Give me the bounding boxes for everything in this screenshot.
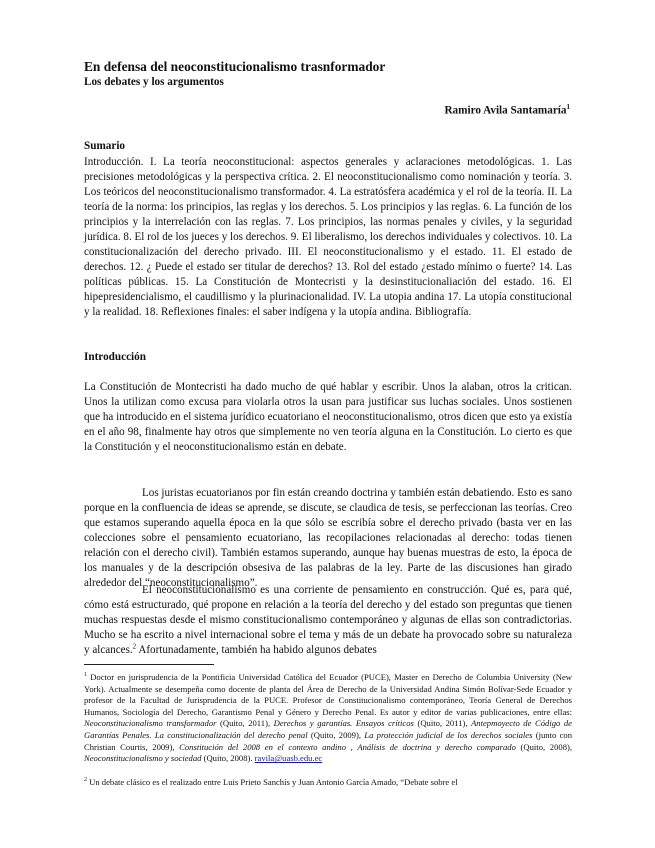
summary-heading: Sumario [84,140,126,152]
introduction-heading: Introducción [84,351,146,363]
paragraph-1: La Constitución de Montecristi ha dado mucho de qué hablar y escribir. Unos la alaban, otros la critican. Unos la utilizan como excusa para violarla otros la usan para justificar sus luchas sociales. Unos sostienen que ha introducido en el sistema jurídico ecuatoriano el neoconstitucionalismo, otros dicen que esto ya existía en el año 98, finalmente hay otros que simplemente no ven teoría alguna en la Constitución. Lo cierto es que la Constitución y el neoconstitucionalismo están en debate. [84,381,572,454]
footnote-1-text: (Quito, 2008). [201,753,255,764]
footnote-1-title: Derechos y garantías. Ensayos críticos [273,718,414,729]
footnote-2-text: Un debate clásico es el realizado entre Luis Prieto Sanchís y Juan Antonio García Amado, “Debate sobre el [87,777,458,787]
paragraph-2: Los juristas ecuatorianos por fin están creando doctrina y también están debatiendo. Esto es sano porque en la confluencia de ideas se aprende, se discute, se claudica de tesis, se perfeccionan las teorías. Creo que estamos superando aquella época en la que sólo se escribía sobre el derecho privado (basta ver en las colecciones sobre el pensamiento ecuatoriano, las recopilaciones relacionadas al derecho: todas tienen relación con el derecho civil). También estamos superando, aunque hay buenas muestras de esto, la época de los manuales y de la descripción obsesiva de las palabras de la ley. Parte de las discusiones han girado alrededor del “neoconstitucionalismo”. [84,487,572,590]
footnote-1-text: (junto con Christian Courtis, 2009), [84,729,572,752]
footnote-1-title: Neoconstitucionalismo transformador [84,718,217,729]
footnote-separator [84,664,214,665]
footnote-1-text: (Quito, 2011), [216,718,274,729]
document-subtitle: Los debates y los argumentos [84,76,224,88]
footnote-2 [84,777,572,789]
paragraph-3-text: El neoconstitucionalismo es una corriente de pensamiento en construcción. Qué es, para qué, cómo está estructurado, qué propone en relación a la teoría del derecho y del estado son preguntas que tienen muchas respuestas desde el mismo constitucionalismo contemporáneo y algunas de ellas son contradictorias. Mucho se ha escrito a nivel internacional sobre el tema y más de un debate ha provocado sobre su naturaleza y alcances. [84,584,572,657]
footnote-1-text: (Quito, 2008), [515,741,572,752]
footnote-1-text: Doctor en jurisprudencia de la Pontificia Universidad Católica del Ecuador (PUCE), Master en Derecho de Columbia University (New York). Actualmente se desempeña como docente de planta del Área de Derecho de la Universidad Andina Simón Bolívar-Sede Ecuador y profesor de la Facultad de Jurisprudencia de la PUCE. Profesor de Constitucionalismo contemporáneo, Teoría General de Derechos Humanos, Sociología del Derecho, Garantismo Penal y Género y Derecho Penal. Es autor y editor de varias publicaciones, entre ellas: [84,672,572,717]
footnote-1-title: La protección judicial de los derechos sociales [364,729,533,740]
footnote-1-text: (Quito, 2011), [413,718,472,729]
footnote-1 [84,672,572,765]
author-name: Ramiro Avila Santamaría [444,104,567,117]
footnote-1-title: Antepmoyecto de Código de Garantías Penales. La constitucionalización del derecho penal [84,718,572,740]
footnote-1-text: (Quito, 2009), [307,729,365,740]
paragraph-3-text-end: Afortunadamente, también ha habido algunos debates [136,644,377,657]
author-line [444,103,570,117]
footnote-2-mark: 2 [84,777,87,784]
paragraph-3 [84,583,572,658]
author-email-link[interactable]: ravila@uasb.edu.ec [254,753,323,764]
summary-text: Introducción. I. La teoría neoconstitucional: aspectos generales y aclaraciones metodológicas. 1. Las precisiones metodológicas y la perspectiva crítica. 2. El neoconstitucionalismo como nominación y teoría. 3. Los teóricos del neoconstitucionalismo transformador. 4. La estratósfera académica y el rol de la teoría. II. La teoría de la norma: los principios, las reglas y los derechos. 5. Los principios y las reglas. 6. La función de los principios y la interrelación con las reglas. 7. Los principios, las normas penales y civiles, y la seguridad jurídica. 8. El rol de los jueces y los derechos. 9. El liberalismo, los derechos individuales y colectivos. 10. La constitucionalización del derecho privado. III. El neoconstitucionalismo y el estado. 11. El estado de derechos. 12. ¿ Puede el estado ser titular de derechos? 13. Rol del estado ¿estado mínimo o fuerte? 14. Las políticas públicas. 15. La Constitución de Montecristi y la desinstitucionaliación del estado. 16. El hipepresidencialismo, el caudillismo y la plurinacionalidad. IV. La utopia andina 17. La utopía constitucional y la realidad. 18. Reflexiones finales: el saber indígena y la utopía andina. Bibliografía. [84,156,573,319]
footnote-1-title: Constitución del 2008 en el contexto andino , Análisis de doctrina y derecho comparado [179,741,516,752]
document-title: En defensa del neoconstitucionalismo trasnformador [84,59,386,74]
author-footnote-mark[interactable]: 1 [566,103,570,111]
footnote-1-title: Neoconstitucionalismo y sociedad [84,753,202,764]
footnote-ref-2[interactable]: 2 [132,642,137,651]
footnote-1-mark: 1 [84,672,87,679]
